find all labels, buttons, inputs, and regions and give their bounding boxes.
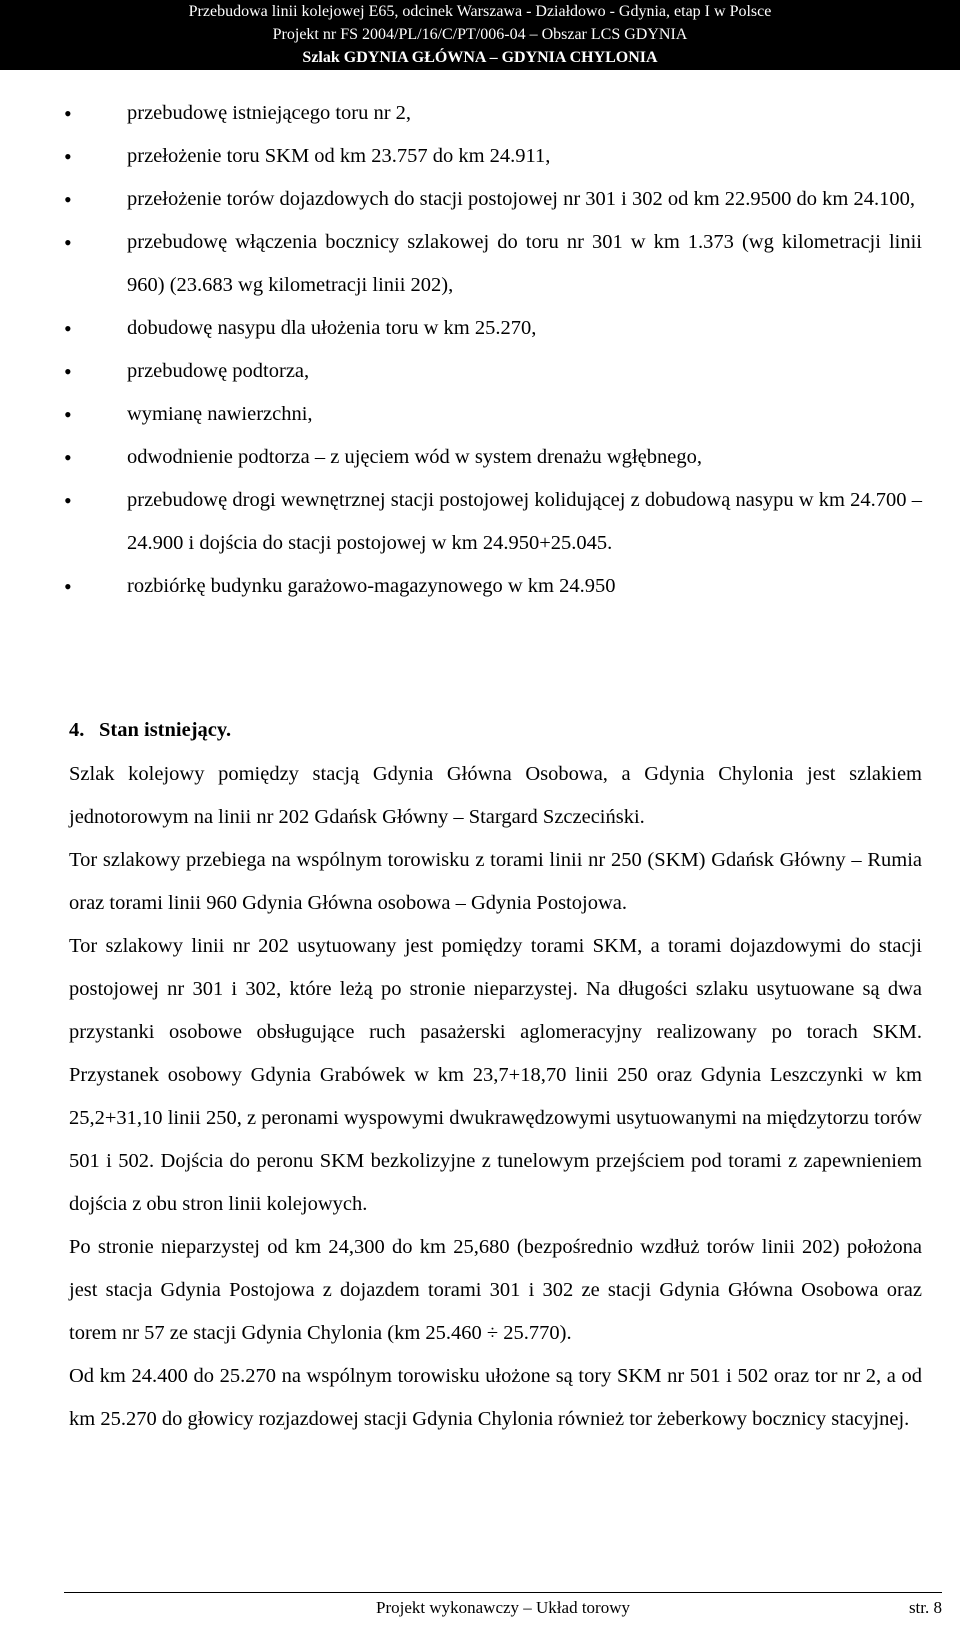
list-item: • dobudowę nasypu dla ułożenia toru w km 25.270, [0,307,960,350]
paragraph: Po stronie nieparzystej od km 24,300 do km 25,680 (bezpośrednio wzdłuż torów linii 202) położona jest stacja Gdynia Postojowa z dojazdem torami 301 i 302 ze stacji Gdynia Główna Osobowa oraz torem nr 57 ze stacji Gdynia Chylonia (km 25.460 ÷ 25.770). [69,1236,922,1344]
page-footer [64,1592,942,1617]
section-title: Stan istniejący. [99,719,232,741]
list-item: • rozbiórkę budynku garażowo-magazynowego w km 24.950 [0,565,960,608]
list-item: • odwodnienie podtorza – z ujęciem wód w system drenażu wgłębnego, [0,436,960,479]
list-item: • przebudowę włączenia bocznicy szlakowej do toru nr 301 w km 1.373 (wg kilometracji linii 960) (23.683 wg kilometracji linii 202), [0,221,960,307]
list-item: • wymianę nawierzchni, [0,393,960,436]
scope-bullet-list [0,92,960,608]
list-item: • przełożenie toru SKM od km 23.757 do km 24.911, [0,135,960,178]
footer-title: Projekt wykonawczy – Układ torowy [375,1598,630,1617]
section-paragraphs [69,753,922,1441]
paragraph: Od km 24.400 do 25.270 na wspólnym torowisku ułożone są tory SKM nr 501 i 502 oraz tor nr 2, a od km 25.270 do głowicy rozjazdowej stacji Gdynia Chylonia również tor żeberkowy bocznicy stacyjnej. [69,1365,922,1430]
list-item: • przebudowę istniejącego toru nr 2, [0,92,960,135]
paragraph: Szlak kolejowy pomiędzy stacją Gdynia Główna Osobowa, a Gdynia Chylonia jest szlakiem jednotorowym na linii nr 202 Gdańsk Główny – Stargard Szczeciński. [69,763,922,828]
page-number: str. 8 [908,1598,942,1617]
section-heading [69,719,231,742]
section-number: 4. [69,719,85,741]
header-line-3: Szlak GDYNIA GŁÓWNA – GDYNIA CHYLONIA [302,49,658,66]
paragraph: Tor szlakowy przebiega na wspólnym torowisku z torami linii nr 250 (SKM) Gdańsk Główny – Rumia oraz torami linii 960 Gdynia Główna osobowa – Gdynia Postojowa. [69,849,922,914]
list-item: • przebudowę podtorza, [0,350,960,393]
paragraph: Tor szlakowy linii nr 202 usytuowany jest pomiędzy torami SKM, a torami dojazdowymi do stacji postojowej nr 301 i 302, które leżą po stronie nieparzystej. Na długości szlaku usytuowane są dwa przystanki osobowe obsługujące ruch pasażerski aglomeracyjny realizowany po torach SKM. Przystanek osobowy Gdynia Grabówek w km 23,7+18,70 linii 250 oraz Gdynia Leszczynki w km 25,2+31,10 linii 250, z peronami wyspowymi dwukrawędzowymi usytuowanymi na międzytorzu torów 501 i 502. Dojścia do peronu SKM bezkolizyjne z tunelowym przejściem pod torami z zapewnieniem dojścia z obu stron linii kolejowych. [69,935,922,1215]
list-item: • przebudowę drogi wewnętrznej stacji postojowej kolidującej z dobudową nasypu w km 24.700 – 24.900 i dojścia do stacji postojowej w km 24.950+25.045. [0,479,960,565]
list-item: • przełożenie torów dojazdowych do stacji postojowej nr 301 i 302 od km 22.9500 do km 24.100, [0,178,960,221]
page-header [0,0,960,70]
header-line-1: Przebudowa linii kolejowej E65, odcinek Warszawa - Działdowo - Gdynia, etap I w Polsce [188,3,772,20]
header-line-2: Projekt nr FS 2004/PL/16/C/PT/006-04 – Obszar LCS GDYNIA [272,26,688,43]
